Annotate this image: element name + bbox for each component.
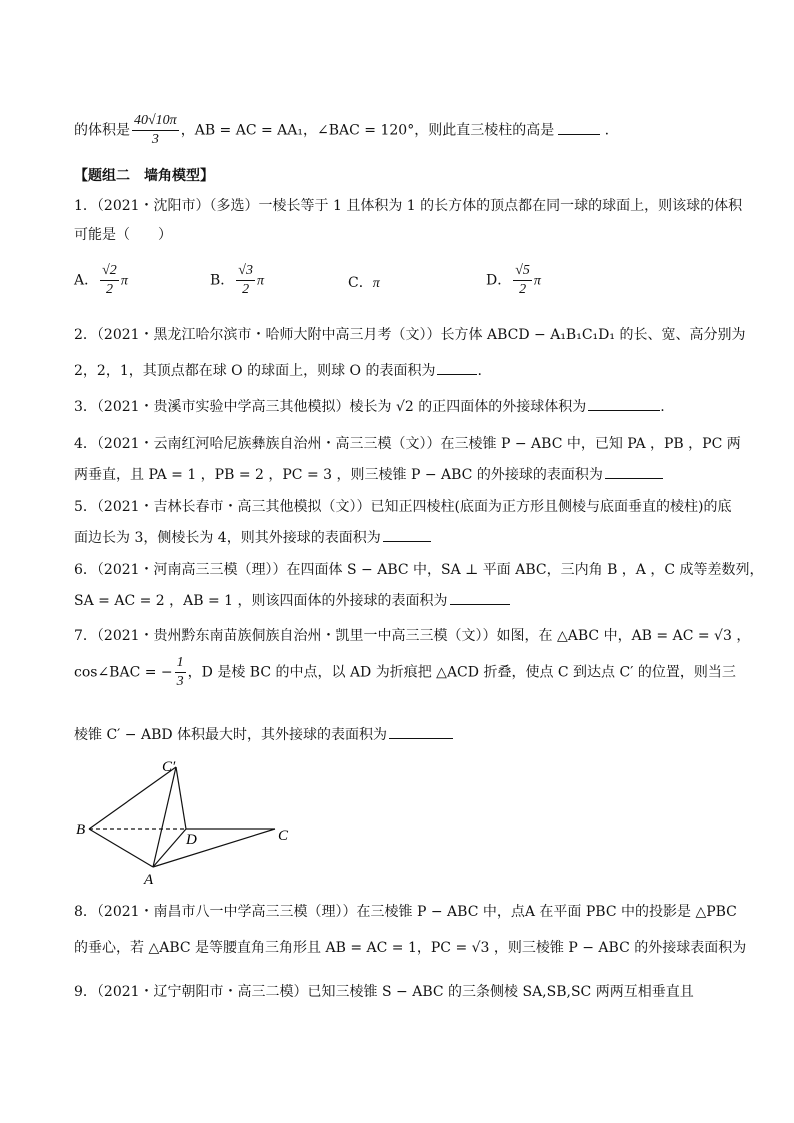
answer-blank xyxy=(558,120,600,135)
q7-answer-blank xyxy=(389,724,453,739)
q6-line1: 6．（2021・河南高三三模（理））在四面体 S − ABC 中，SA ⊥ 平面 ABC，三内角 B ，A ，C 成等差数列， xyxy=(74,562,764,578)
q5-line2-text: 面边长为 3，侧棱长为 4，则其外接球的表面积为 xyxy=(74,530,381,546)
edge-ac xyxy=(153,829,275,867)
q7-line1: 7．（2021・贵州黔东南苗族侗族自治州・凯里一中高三三模（文））如图，在 △ABC 中，AB = AC = √3 ， xyxy=(74,628,751,644)
option-a-tail: π xyxy=(120,273,128,289)
intro-prefix: 的体积是 xyxy=(74,122,130,139)
q7-frac-num: 1 xyxy=(175,654,186,673)
option-d-num: √5 xyxy=(513,262,532,281)
q4-line2 xyxy=(74,464,663,485)
option-d xyxy=(486,262,541,299)
q1-line2: 可能是（ ） xyxy=(74,227,172,243)
fraction-numerator: 40√10π xyxy=(132,112,179,131)
q5-line2 xyxy=(74,527,431,548)
q6-line2 xyxy=(74,590,510,611)
q7-line2 xyxy=(74,654,736,691)
intro-condition: ，AB = AC = AA₁，∠BAC = 120°，则此直三棱柱的高是 xyxy=(180,122,555,139)
option-b-tail: π xyxy=(256,273,264,289)
q7-line2-text: ，D 是棱 BC 的中点，以 AD 为折痕把 △ACD 折叠，使点 C 到达点 C′ 的位置，则当三 xyxy=(187,664,736,681)
intro-end: . xyxy=(604,122,610,139)
edge-bc1 xyxy=(89,767,176,829)
option-c-label: C． xyxy=(348,275,373,291)
option-b-label: B． xyxy=(210,272,235,289)
q1-line1: 1．（2021・沈阳市）（多选）一棱长等于 1 且体积为 1 的长方体的顶点都在同一球的球面上，则该球的体积 xyxy=(74,198,743,214)
label-c: C xyxy=(278,828,289,844)
option-a-label: A． xyxy=(74,272,99,289)
q3-line1: 3．（2021・贵溪市实验中学高三其他模拟）棱长为 √2 的正四面体的外接球体积为 . xyxy=(74,396,665,417)
q5-answer-blank xyxy=(383,527,431,542)
q7-cos-text: cos∠BAC = − xyxy=(74,664,173,681)
q5-line1: 5．（2021・吉林长春市・高三其他模拟（文））已知正四棱柱(底面为正方形且侧棱与底面垂直的棱柱)的底 xyxy=(74,499,732,515)
option-b xyxy=(210,262,264,299)
q7-frac-den: 3 xyxy=(176,674,184,689)
option-c xyxy=(348,272,380,292)
q9-line1: 9．（2021・辽宁朝阳市・高三二模）已知三棱锥 S − ABC 的三条侧棱 SA,SB,SC 两两互相垂直且 xyxy=(74,984,694,1000)
label-b: B xyxy=(76,822,86,838)
intro-line xyxy=(74,112,609,149)
q3-answer-blank xyxy=(588,396,660,411)
edge-c1d xyxy=(176,767,186,829)
q4-line1: 4．（2021・云南红河哈尼族彝族自治州・高三三模（文））在三棱锥 P − ABC 中，已知 PA ，PB ，PC 两 xyxy=(74,436,741,452)
q7-line3 xyxy=(74,724,453,745)
option-d-den: 2 xyxy=(519,282,527,297)
label-a: A xyxy=(144,872,154,888)
q2-line1: 2．（2021・黑龙江哈尔滨市・哈师大附中高三月考（文））长方体 ABCD − A₁B₁C₁D₁ 的长、宽、高分别为 xyxy=(74,327,746,343)
option-c-text: π xyxy=(372,276,380,291)
option-a-den: 2 xyxy=(105,282,113,297)
edge-c1a xyxy=(153,767,176,867)
q2-answer-blank xyxy=(437,360,477,375)
edge-ba xyxy=(89,829,153,867)
q2-line2: 2，2，1，其顶点都在球 O 的球面上，则球 O 的表面积为 . xyxy=(74,360,482,381)
fraction-denominator: 3 xyxy=(151,132,159,147)
q8-line1: 8．（2021・南昌市八一中学高三三模（理））在三棱锥 P − ABC 中，点A 在平面 PBC 中的投影是 △PBC xyxy=(74,904,737,920)
label-d: D xyxy=(186,832,197,848)
q6-answer-blank xyxy=(450,590,510,605)
option-d-tail: π xyxy=(533,273,541,289)
folding-diagram xyxy=(70,756,300,888)
q2-line2-text: 2，2，1，其顶点都在球 O 的球面上，则球 O 的表面积为 xyxy=(74,363,436,379)
option-a-num: √2 xyxy=(100,262,119,281)
q7-line3-text: 棱锥 C′ − ABD 体积最大时，其外接球的表面积为 xyxy=(74,727,388,743)
option-b-num: √3 xyxy=(236,262,255,281)
q4-answer-blank xyxy=(605,464,663,479)
label-c-prime: C′ xyxy=(162,759,176,775)
option-d-label: D． xyxy=(486,272,512,289)
q4-line2-text: 两垂直，且 PA = 1 ，PB = 2 ，PC = 3 ，则三棱锥 P − ABC 的外接球的表面积为 xyxy=(74,467,603,483)
volume-fraction xyxy=(132,112,179,149)
option-a xyxy=(74,262,128,299)
section-heading: 【题组二 墙角模型】 xyxy=(74,168,214,184)
option-b-den: 2 xyxy=(242,282,250,297)
q8-line2: 的垂心，若 △ABC 是等腰直角三角形且 AB = AC = 1，PC = √3 ，则三棱锥 P − ABC 的外接球表面积为 xyxy=(74,940,747,956)
q3-line1-text: 3．（2021・贵溪市实验中学高三其他模拟）棱长为 √2 的正四面体的外接球体积为 xyxy=(74,399,587,415)
q6-line2-text: SA = AC = 2 ，AB = 1 ，则该四面体的外接球的表面积为 xyxy=(74,593,448,609)
